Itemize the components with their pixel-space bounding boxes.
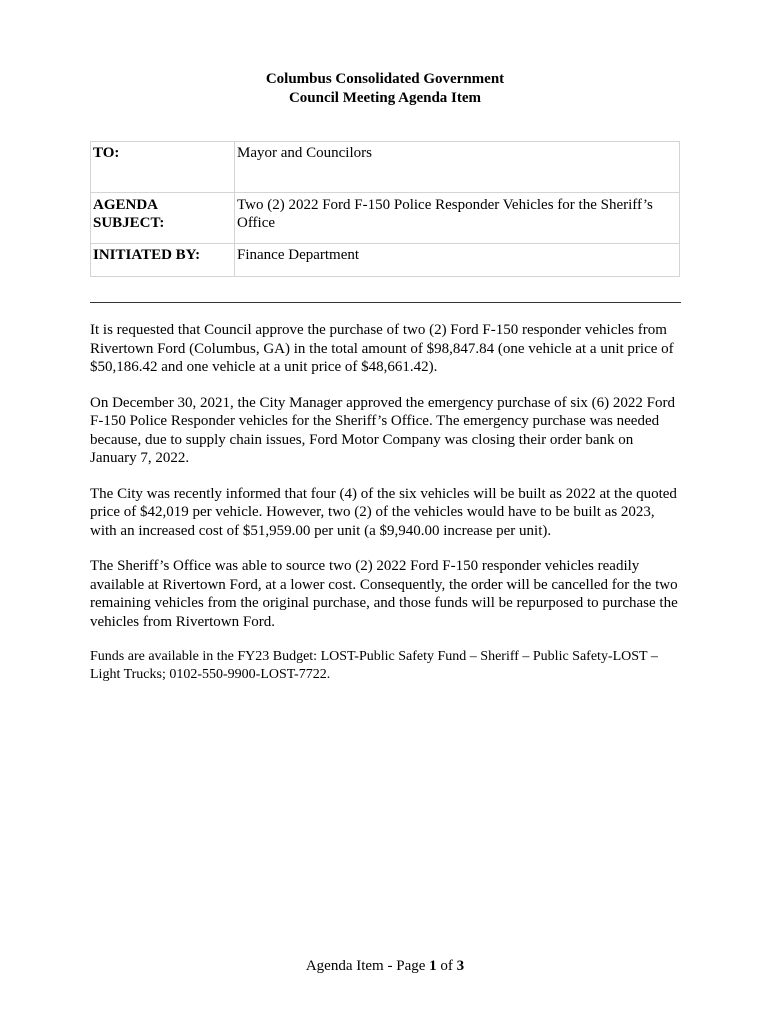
agenda-info-table xyxy=(90,141,680,277)
request-paragraph: It is requested that Council approve the purchase of two (2) Ford F-150 responder vehicles from Rivertown Ford (Columbus, GA) in the total amount of $98,847.84 (one vehicle at a unit price of $50,186.42 and one vehicle at a unit price of $48,661.42). xyxy=(90,322,674,375)
to-row xyxy=(91,142,680,193)
background-paragraph: On December 30, 2021, the City Manager approved the emergency purchase of six (6) 2022 Ford F-150 Police Responder vehicles for the Sheriff’s Office. The emergency purchase was needed because, due to supply chain issues, Ford Motor Company was closing their order bank on January 7, 2022. xyxy=(90,394,675,466)
subject-value: Two (2) 2022 Ford F-150 Police Responder Vehicles for the Sheriff’s Office xyxy=(235,193,680,244)
initiated-row xyxy=(91,244,680,277)
footer-prefix: Agenda Item - Page xyxy=(305,958,430,974)
total-pages-number: 3 xyxy=(456,958,465,974)
subject-label xyxy=(91,193,235,244)
page-footer xyxy=(0,958,770,975)
to-label: TO: xyxy=(91,142,235,193)
agenda-body xyxy=(90,321,682,701)
pricing-paragraph: The City was recently informed that four (4) of the six vehicles will be built as 2022 at the quoted price of $42,019 per vehicle. However, two (2) of the vehicles would have to be built as 2023, with an increased cost of $51,959.00 per unit (a $9,940.00 increase per unit). xyxy=(90,485,677,539)
initiated-label: INITIATED BY: xyxy=(91,244,235,277)
funding-paragraph: Funds are available in the FY23 Budget: LOST-Public Safety Fund – Sheriff – Public Safety-LOST – Light Trucks; 0102-550-9900-LOST-7722. xyxy=(90,649,658,682)
subject-row xyxy=(91,193,680,244)
current-page-number: 1 xyxy=(429,958,437,974)
initiated-value: Finance Department xyxy=(235,244,680,277)
sourcing-paragraph: The Sheriff’s Office was able to source two (2) 2022 Ford F-150 responder vehicles readily available at Rivertown Ford, at a lower cost. Consequently, the order will be cancelled for the two remaining vehicles from the original purchase, and those funds will be repurposed to purchase the vehicles from Rivertown Ford. xyxy=(90,558,678,630)
subject-label-line1: AGENDA xyxy=(93,197,159,213)
document-title: Council Meeting Agenda Item xyxy=(288,90,482,106)
document-header xyxy=(0,70,770,108)
government-name: Columbus Consolidated Government xyxy=(265,71,505,87)
to-value: Mayor and Councilors xyxy=(235,142,680,193)
footer-of: of xyxy=(436,958,457,974)
subject-label-line2: SUBJECT: xyxy=(93,215,165,231)
section-divider xyxy=(90,302,681,303)
